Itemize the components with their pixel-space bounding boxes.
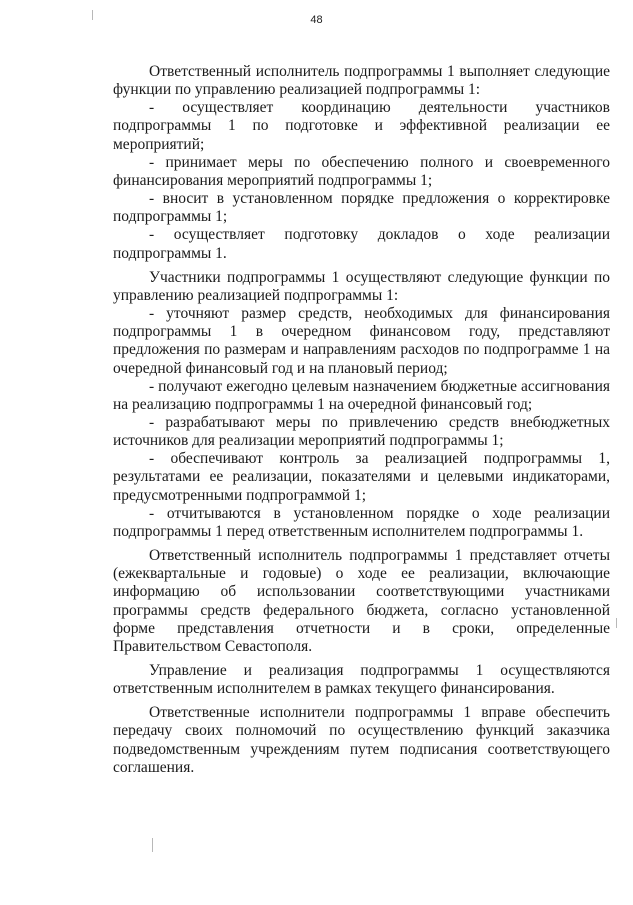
paragraph-6: Участники подпрограммы 1 осуществляют следующие функции по управлению реализацией подпрограммы 1: <box>113 268 610 304</box>
scan-artifact-bottom <box>152 838 153 852</box>
paragraph-1: Ответственный исполнитель подпрограммы 1 выполняет следующие функции по управлению реализацией подпрограммы 1: <box>113 63 610 99</box>
paragraph-2: - осуществляет координацию деятельности участников подпрограммы 1 по подготовке и эффективной реализации ее мероприятий; <box>113 99 610 153</box>
scan-artifact-right <box>616 618 617 628</box>
paragraph-4: - вносит в установленном порядке предложения о корректировке подпрограммы 1; <box>113 190 610 226</box>
paragraph-11: - отчитываются в установленном порядке о ходе реализации подпрограммы 1 перед ответственным исполнителем подпрограммы 1. <box>113 504 610 540</box>
paragraph-9: - разрабатывают меры по привлечению средств внебюджетных источников для реализации мероприятий подпрограммы 1; <box>113 413 610 450</box>
paragraph-13: Управление и реализация подпрограммы 1 осуществляются ответственным исполнителем в рамках текущего финансирования. <box>113 662 610 698</box>
document-body <box>113 63 610 777</box>
paragraph-10: - обеспечивают контроль за реализацией подпрограммы 1, результатами ее реализации, показателями и целевыми индикаторами, предусмотренными подпрограммой 1; <box>113 450 610 504</box>
paragraph-12: Ответственный исполнитель подпрограммы 1 представляет отчеты (ежеквартальные и годовые) о ходе ее реализации, включающие информацию об использовании соответствующими участниками программы средств федерального бюджета, согласно установленной форме представления отчетности и в сроки, определенные Правительством Севастополя. <box>113 547 610 655</box>
page-number: 48 <box>310 14 323 26</box>
paragraph-7: - уточняют размер средств, необходимых для финансирования подпрограммы 1 в очередном финансовом году, представляют предложения по размерам и направлениям расходов по подпрограмме 1 на очередной финансовый год и на плановый период; <box>113 305 610 377</box>
paragraph-8: - получают ежегодно целевым назначением бюджетные ассигнования на реализацию подпрограммы 1 на очередной финансовый год; <box>113 377 610 413</box>
paragraph-14: Ответственные исполнители подпрограммы 1 вправе обеспечить передачу своих полномочий по осуществлению функций заказчика подведомственным учреждениям путем подписания соответствующего соглашения. <box>113 704 610 776</box>
paragraph-3: - принимает меры по обеспечению полного и своевременного финансирования мероприятий подпрограммы 1; <box>113 153 610 189</box>
paragraph-5: - осуществляет подготовку докладов о ходе реализации подпрограммы 1. <box>113 226 610 262</box>
